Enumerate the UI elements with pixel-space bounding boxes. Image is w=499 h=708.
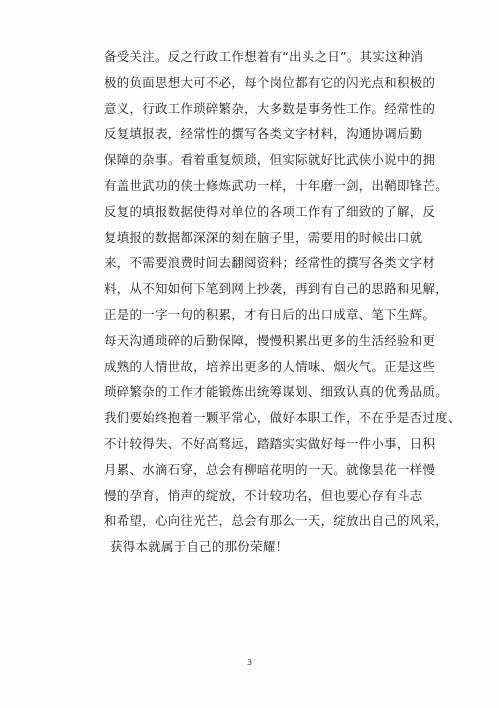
text-line: 成熟的人情世故，培养出更多的人情味、烟火气。正是这些 xyxy=(104,358,436,374)
body-text xyxy=(104,44,461,560)
text-line: 慢的孕育，悄声的绽放，不计较功名，但也要心存有斗志 xyxy=(104,487,423,503)
text-line: 反复填报表，经常性的撰写各类文字材料，沟通协调后勤 xyxy=(104,126,423,142)
text-line: 保障的杂事。看着重复烦琐，但实际就好比武侠小说中的拥 xyxy=(104,152,436,168)
text-line: 月累、水滴石穿，总会有柳暗花明的一天。就像昙花一样慢 xyxy=(104,461,436,477)
text-line: 获得本就属于自己的那份荣耀！ xyxy=(110,539,289,555)
text-line: 意义，行政工作琐碎繁杂，大多数是事务性工作。经常性的 xyxy=(104,100,436,116)
text-line: 反复的填报数据使得对单位的各项工作有了细致的了解，反 xyxy=(104,203,436,219)
text-line: 和希望，心向往光芒，总会有那么一天，绽放出自己的风采， xyxy=(104,513,448,529)
page-number: 3 xyxy=(246,658,253,667)
text-line: 料，从不知如何下笔到网上抄袭，再到有自己的思路和见解， xyxy=(104,281,448,297)
text-line: 不计较得失、不好高骛远，踏踏实实做好每一件小事，日积 xyxy=(104,435,436,451)
text-line: 备受关注。反之行政工作想着有“出头之日”。其实这种消 xyxy=(104,49,424,64)
text-line: 复填报的数据都深深的刻在脑子里，需要用的时候出口就 xyxy=(104,229,423,245)
text-line: 琐碎繁杂的工作才能锻炼出统筹谋划、细致认真的优秀品质。 xyxy=(104,384,448,400)
text-line: 正是的一字一句的积累，才有日后的出口成章、笔下生辉。 xyxy=(104,306,436,322)
text-line: 我们要始终抱着一颗平常心，做好本职工作，不在乎是否过度、 xyxy=(104,410,461,426)
text-line: 每天沟通琐碎的后勤保障，慢慢积累出更多的生活经验和更 xyxy=(104,332,436,348)
text-line: 有盖世武功的侠士修炼武功一样，十年磨一剑，出鞘即锋芒。 xyxy=(104,177,448,193)
text-line: 极的负面思想大可不必，每个岗位都有它的闪光点和积极的 xyxy=(104,74,436,90)
text-line: 来，不需要浪费时间去翻阅资料；经常性的撰写各类文字材 xyxy=(104,255,436,271)
